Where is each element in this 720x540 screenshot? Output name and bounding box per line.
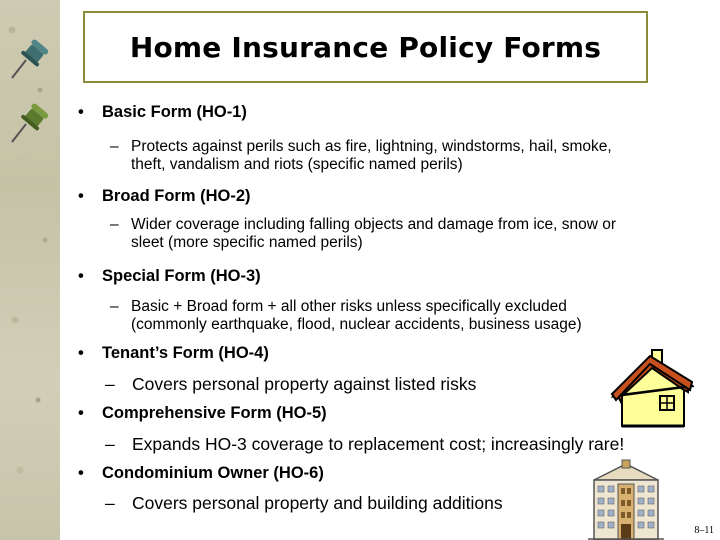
bullet-label: Tenant’s Form (HO-4) xyxy=(102,344,269,362)
bullet-symbol: • xyxy=(78,344,84,362)
house-icon xyxy=(608,346,694,430)
sub-text-line: Basic + Broad form + all other risks unless specifically excluded xyxy=(131,298,567,315)
pushpin-icon xyxy=(6,100,50,146)
pushpin-icon xyxy=(6,36,50,82)
bullet-label: Basic Form (HO-1) xyxy=(102,103,247,121)
bullet-label: Condominium Owner (HO-6) xyxy=(102,464,324,482)
bullet-symbol: • xyxy=(78,464,84,482)
bullet-label: Comprehensive Form (HO-5) xyxy=(102,404,327,422)
sub-text-line: Covers personal property and building additions xyxy=(132,493,503,513)
bullet-symbol: • xyxy=(78,103,84,121)
decorative-side-strip xyxy=(0,0,60,540)
bullet-symbol: • xyxy=(78,404,84,422)
bullet-symbol: • xyxy=(78,187,84,205)
building-icon xyxy=(584,458,668,540)
sub-text-line: sleet (more specific named perils) xyxy=(131,234,363,251)
sub-text-line: theft, vandalism and riots (specific named perils) xyxy=(131,156,463,173)
sub-text-line: (commonly earthquake, flood, nuclear accidents, business usage) xyxy=(131,316,582,333)
bullet-symbol: • xyxy=(78,267,84,285)
sub-text-line: Covers personal property against listed risks xyxy=(132,374,477,394)
bullet-label: Special Form (HO-3) xyxy=(102,267,261,285)
page-number: 8–11 xyxy=(694,525,714,536)
dash-symbol: – xyxy=(105,493,115,513)
dash-symbol: – xyxy=(110,138,119,155)
sub-text-line: Protects against perils such as fire, lightning, windstorms, hail, smoke, xyxy=(131,138,612,155)
sub-text-line: Wider coverage including falling objects and damage from ice, snow or xyxy=(131,216,617,233)
dash-symbol: – xyxy=(110,216,119,233)
sub-text-line: Expands HO-3 coverage to replacement cost; increasingly rare! xyxy=(132,434,625,454)
bullet-label: Broad Form (HO-2) xyxy=(102,187,251,205)
page-title: Home Insurance Policy Forms xyxy=(129,30,602,64)
dash-symbol: – xyxy=(105,374,115,394)
title-box xyxy=(83,11,648,83)
dash-symbol: – xyxy=(110,298,119,315)
dash-symbol: – xyxy=(105,434,115,454)
